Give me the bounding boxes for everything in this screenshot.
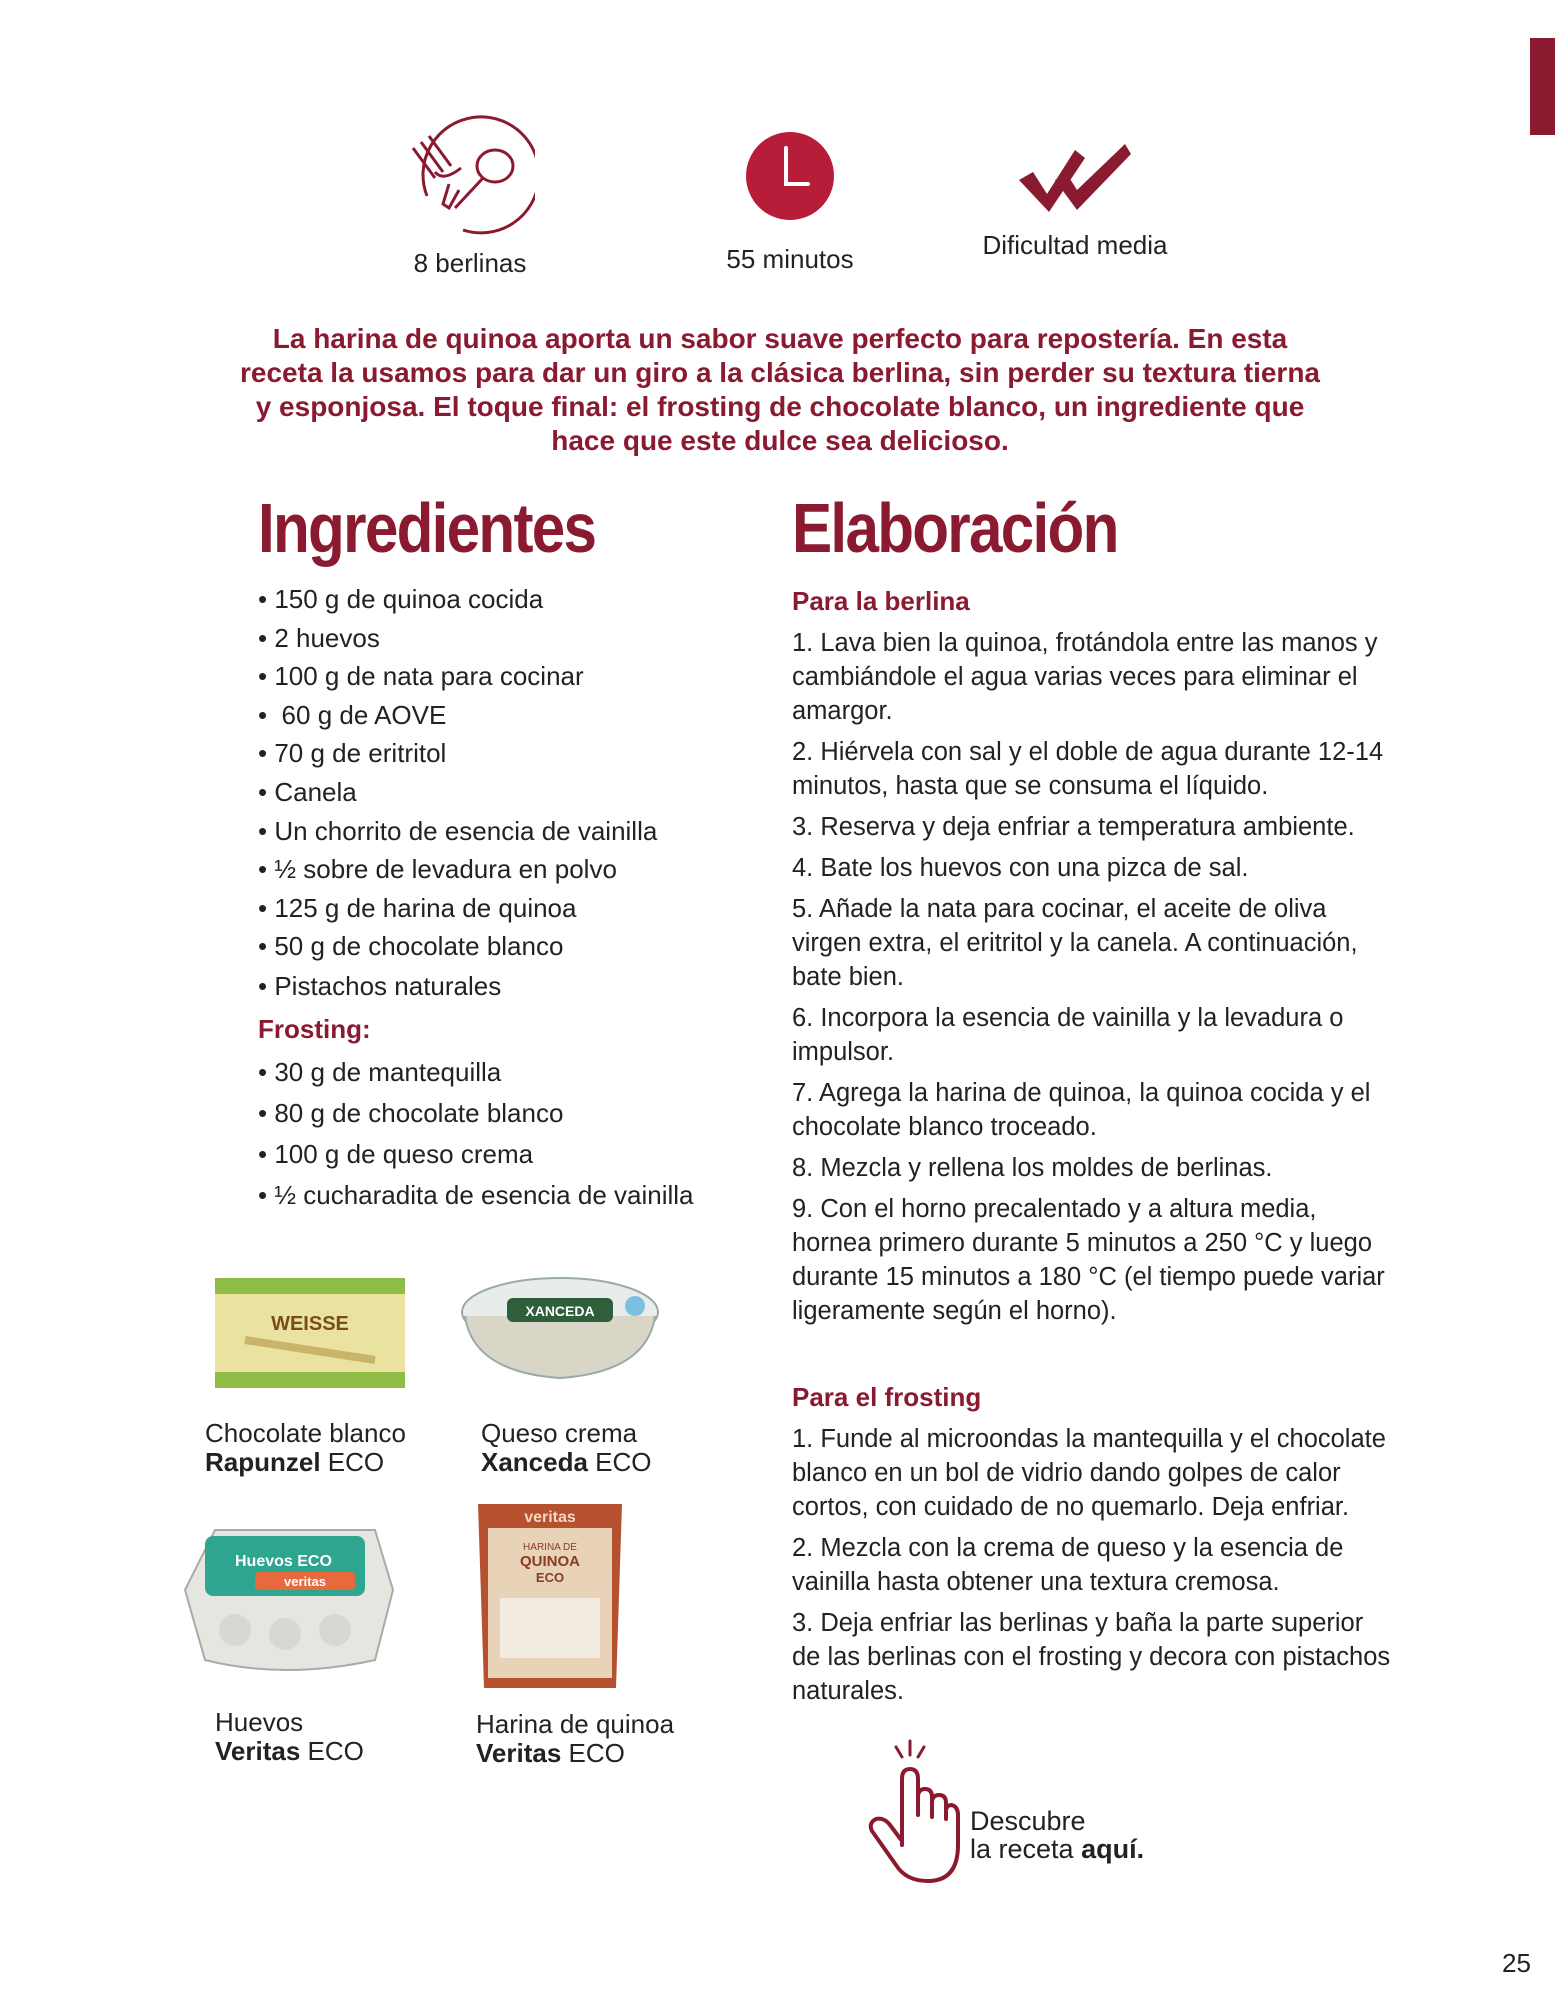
ingredient-item: • 30 g de mantequilla (258, 1052, 694, 1093)
step-item: 2. Mezcla con la crema de queso y la esencia de vainilla hasta obtener una textura cremosa. (792, 1534, 1344, 1596)
eggs-brand: Veritas (215, 1736, 301, 1766)
flour-eco: ECO (561, 1738, 625, 1768)
cta-line2-bold: aquí. (1081, 1834, 1145, 1864)
cheese-name: Queso crema (481, 1418, 638, 1448)
flour-pack-label-2: QUINOA (520, 1553, 580, 1570)
step-item: 3. Reserva y deja enfriar a temperatura ambiente. (792, 813, 1355, 841)
cheese-pack-label: XANCEDA (525, 1303, 595, 1319)
hand-pointer-icon (862, 1735, 962, 1885)
ingredient-item: • Canela (258, 773, 657, 812)
step-item: 8. Mezcla y rellena los moldes de berlinas. (792, 1154, 1273, 1182)
ingredient-item: • 125 g de harina de quinoa (258, 889, 657, 928)
ingredients-heading: Ingredientes (258, 489, 596, 567)
cheese-tub-image (455, 1262, 665, 1392)
page-number: 25 (1502, 1948, 1531, 1978)
cta-line2-prefix: la receta (970, 1834, 1082, 1864)
product-flour[interactable] (470, 1498, 674, 1768)
chocolate-eco: ECO (320, 1447, 385, 1477)
flour-brand: Veritas (476, 1738, 562, 1768)
ingredient-item: • 150 g de quinoa cocida (258, 580, 657, 619)
product-chocolate[interactable] (205, 1270, 415, 1477)
ingredient-item: • 2 huevos (258, 619, 657, 658)
time-stat (700, 130, 880, 275)
ingredient-item: • ½ cucharadita de esencia de vainilla (258, 1175, 694, 1216)
eggs-pack-label: Huevos ECO (235, 1553, 332, 1570)
eggs-pack-brand: veritas (284, 1574, 326, 1589)
eggs-caption (215, 1708, 400, 1766)
frosting-subheading: Para el frosting (792, 1382, 982, 1412)
chocolate-caption (205, 1419, 415, 1477)
cheese-brand: Xanceda (481, 1447, 588, 1477)
chocolate-name: Chocolate blanco (205, 1418, 406, 1448)
chocolate-bar-image (205, 1270, 415, 1400)
clock-icon (744, 130, 836, 222)
intro-paragraph: La harina de quinoa aporta un sabor suave perfecto para repostería. En esta receta la usamos para dar un giro a la clásica berlina, sin perder su textura tierna y esponjosa. El toque final: el frosting de chocolate blanco, un ingrediente que hace que este dulce sea delicioso. (240, 323, 1320, 456)
servings-stat (385, 108, 555, 279)
ingredient-item: • 80 g de chocolate blanco (258, 1093, 694, 1134)
eggs-eco: ECO (300, 1736, 364, 1766)
ingredient-item: • 100 g de nata para cocinar (258, 657, 657, 696)
cta-line1: Descubre (970, 1806, 1086, 1836)
chocolate-pack-label: WEISSE (271, 1313, 349, 1335)
egg-carton-image (175, 1510, 400, 1685)
servings-label: 8 berlinas (413, 248, 527, 278)
flour-pack-brand: veritas (524, 1509, 576, 1526)
plate-cutlery-icon (405, 108, 535, 238)
step-item: 9. Con el horno precalentado y a altura media, hornea primero durante 5 minutos a 250 °C y luego durante 15 minutos a 180 °C (el tiempo puede variar ligeramente según el horno). (792, 1195, 1385, 1325)
ingredient-item: • 70 g de eritritol (258, 734, 657, 773)
product-eggs[interactable] (175, 1510, 400, 1766)
step-item: 1. Funde al microondas la mantequilla y el chocolate blanco en un bol de vidrio dando golpes de calor cortos, con cuidado de no quemarlo. Deja enfriar. (792, 1425, 1386, 1521)
chocolate-brand: Rapunzel (205, 1447, 321, 1477)
step-item: 5. Añade la nata para cocinar, el aceite de oliva virgen extra, el eritritol y la canela. A continuación, bate bien. (792, 895, 1358, 991)
ingredient-item: • Un chorrito de esencia de vainilla (258, 812, 657, 851)
step-item: 6. Incorpora la esencia de vainilla y la levadura o impulsor. (792, 1004, 1344, 1066)
step-item: 4. Bate los huevos con una pizca de sal. (792, 854, 1249, 882)
corner-tab-marker (1530, 38, 1555, 135)
ingredient-item: • 50 g de chocolate blanco (258, 927, 657, 966)
frosting-ingredients-heading: Frosting: (258, 1014, 371, 1044)
ingredient-item: • 60 g de AOVE (258, 696, 657, 735)
berlina-subheading: Para la berlina (792, 586, 970, 616)
ingredient-item: • 100 g de queso crema (258, 1134, 694, 1175)
flour-name: Harina de quinoa (476, 1709, 675, 1739)
recipe-link[interactable] (862, 1735, 1145, 1890)
flour-pack-label-3: ECO (535, 1570, 565, 1585)
product-cheese[interactable] (455, 1262, 665, 1477)
cheese-eco: ECO (587, 1447, 652, 1477)
elaboration-heading: Elaboración (792, 489, 1118, 567)
flour-bag-image (470, 1498, 630, 1693)
difficulty-stat (970, 140, 1180, 261)
flour-caption (476, 1710, 674, 1768)
eggs-name: Huevos (215, 1707, 304, 1737)
frosting-ingredients-list (258, 1052, 694, 1216)
step-item: 7. Agrega la harina de quinoa, la quinoa cocida y el chocolate blanco troceado. (792, 1079, 1371, 1141)
step-item: 2. Hiérvela con sal y el doble de agua durante 12-14 minutos, hasta que se consuma el líquido. (792, 738, 1384, 800)
frosting-steps (792, 1422, 1392, 1715)
double-check-icon (1015, 140, 1135, 216)
flour-pack-label-1: HARINA DE (523, 1542, 577, 1553)
berlina-steps (792, 626, 1392, 1335)
ingredient-item: • Pistachos naturales (258, 966, 657, 1007)
difficulty-label: Dificultad media (982, 230, 1168, 260)
cheese-caption (481, 1419, 665, 1477)
recipe-link-text[interactable] (970, 1807, 1144, 1863)
ingredient-item: • ½ sobre de levadura en polvo (258, 850, 657, 889)
step-item: 1. Lava bien la quinoa, frotándola entre las manos y cambiándole el agua varias veces para eliminar el amargor. (792, 629, 1378, 725)
step-item: 3. Deja enfriar las berlinas y baña la parte superior de las berlinas con el frosting y decora con pistachos naturales. (792, 1609, 1391, 1705)
time-label: 55 minutos (726, 244, 854, 274)
ingredients-list (258, 580, 657, 1007)
